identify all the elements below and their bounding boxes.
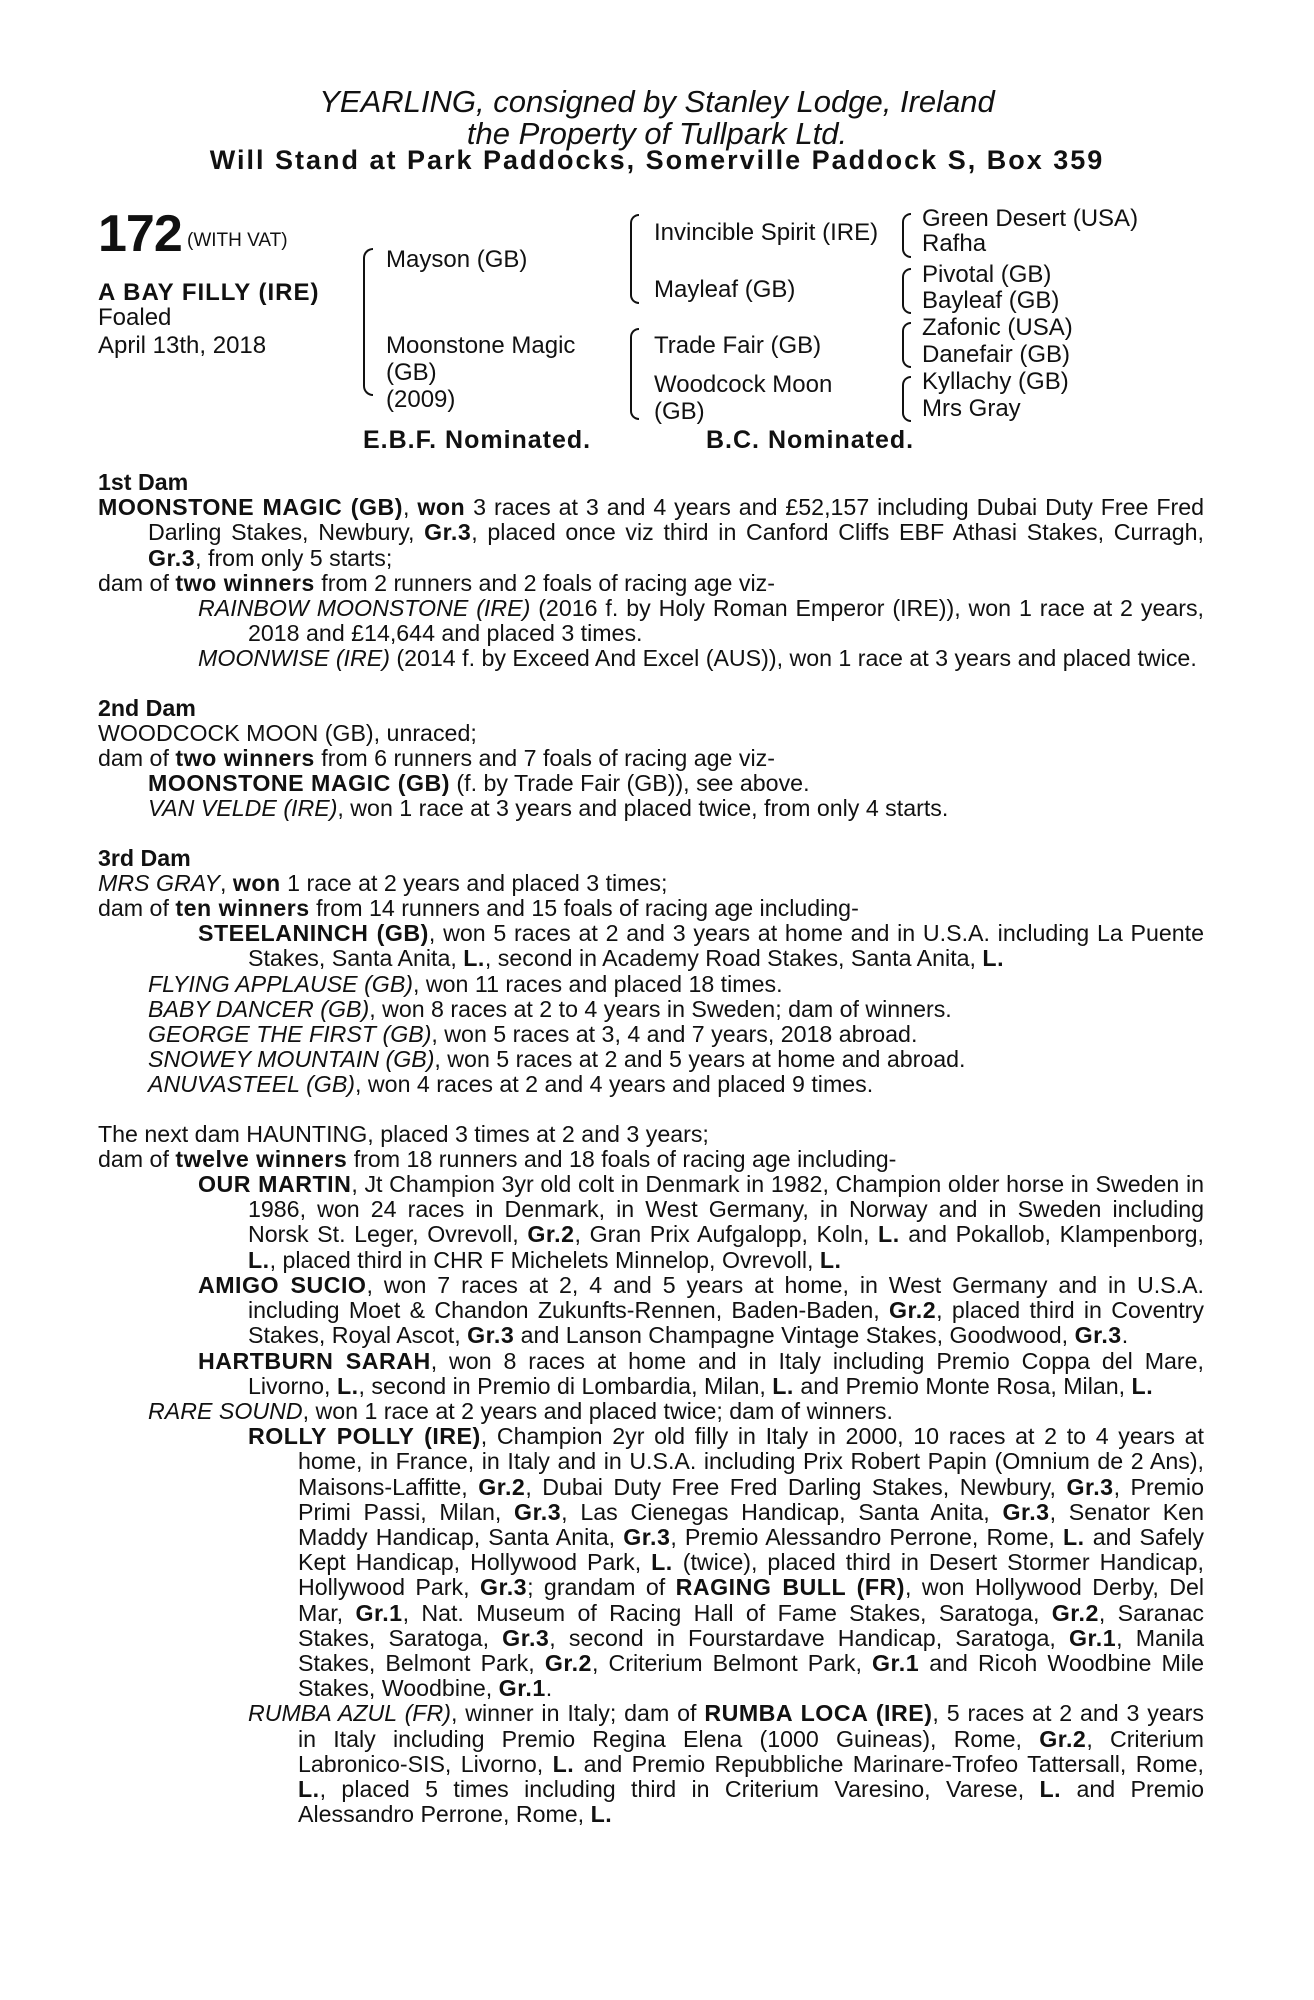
next-dam-record: The next dam HAUNTING, placed 3 times at 2 and 3 years; xyxy=(98,1120,709,1147)
foaled-date: April 13th, 2018 xyxy=(98,332,267,359)
produce-entry xyxy=(98,1399,1204,1424)
dam-sire: Trade Fair (GB) xyxy=(654,332,822,359)
won-label: won xyxy=(232,869,281,896)
text: , Premio Alessandro Perrone, Rome, xyxy=(670,1523,1063,1550)
grade: L. xyxy=(552,1750,575,1777)
text: and Pokallob, Klampenborg, xyxy=(899,1221,1204,1248)
pedigree-bracket-dam-line xyxy=(630,328,639,420)
text: 3 races at 3 and 4 years and £52,157 including Dubai Duty Free Fred Darling Stakes, Newbury, xyxy=(148,494,1205,546)
dam-name: MRS GRAY xyxy=(98,869,220,896)
produce-name: RUMBA AZUL (FR) xyxy=(248,1700,451,1727)
text: (2016 f. by Holy Roman Emperor (IRE)), won 1 race at 2 years, 2018 and £14,644 and placed 3 times. xyxy=(248,595,1205,647)
gen3-2: Rafha xyxy=(922,230,987,257)
text: (twice), placed third in Desert Stormer Handicap, Hollywood Park, xyxy=(298,1549,1204,1601)
text: . xyxy=(545,1675,553,1702)
text: 1 race at 2 years and placed 3 times; xyxy=(280,869,668,896)
grade: L. xyxy=(982,945,1005,972)
produce-entry xyxy=(98,1047,1204,1072)
first-dam-record xyxy=(98,495,1204,571)
sire-sire: Invincible Spirit (IRE) xyxy=(654,219,879,246)
text: , Premio Primi Passi, Milan, xyxy=(298,1473,1204,1525)
gen3-8: Mrs Gray xyxy=(922,395,1021,422)
dam-dam-line2: (GB) xyxy=(654,398,705,425)
text: , Las Cienegas Handicap, Santa Anita, xyxy=(561,1498,1003,1525)
produce-name: ANUVASTEEL (GB) xyxy=(148,1071,356,1098)
produce-name: FLYING APPLAUSE (GB) xyxy=(148,970,414,997)
produce-name: RAINBOW MOONSTONE (IRE) xyxy=(198,595,531,622)
produce-entry xyxy=(98,596,1204,646)
text: , from only 5 starts; xyxy=(195,544,393,571)
text: (2014 f. by Exceed And Excel (AUS)), won 1 race at 3 years and placed twice. xyxy=(389,645,1197,672)
grade: L. xyxy=(1039,1775,1062,1802)
produce-name: RARE SOUND xyxy=(148,1397,303,1424)
text: . xyxy=(1121,1322,1129,1349)
grade: L. xyxy=(651,1549,673,1576)
winners-count: two winners xyxy=(175,745,315,772)
text: , Criterium Belmont Park, xyxy=(591,1649,872,1676)
text: , won 5 races at 2 and 3 years at home and in U.S.A. including La Puente Stakes, Santa Anita, xyxy=(248,920,1205,972)
ebf-nominated: E.B.F. Nominated. xyxy=(363,426,592,454)
produce-name: MOONSTONE MAGIC (GB) xyxy=(148,770,450,797)
text: from 2 runners and 2 foals of racing age viz- xyxy=(314,569,775,596)
sire-name: Mayson (GB) xyxy=(386,246,528,273)
produce-entry xyxy=(98,1022,1204,1047)
text: , won 4 races at 2 and 4 years and placed 9 times. xyxy=(355,1071,874,1098)
produce-name: STEELANINCH (GB) xyxy=(198,920,429,947)
dam-name-line1: Moonstone Magic xyxy=(386,332,576,359)
grade: Gr.1 xyxy=(498,1675,546,1702)
grade: L. xyxy=(463,945,485,972)
text: and Ricoh Woodbine Mile Stakes, Woodbine, xyxy=(298,1649,1204,1702)
produce-name: VAN VELDE (IRE) xyxy=(148,795,338,822)
pedigree-notes xyxy=(98,470,1204,1827)
dam-name-line2: (GB) xyxy=(386,359,437,386)
dam-dam-line1: Woodcock Moon xyxy=(654,371,833,398)
grade: L. xyxy=(819,1246,842,1273)
text: , won 1 race at 3 years and placed twice, from only 4 starts. xyxy=(337,795,949,822)
text: , 5 races at 2 and 3 years in Italy including Premio Regina Elena (1000 Guineas), Rome, xyxy=(298,1700,1205,1752)
grade: Gr.3 xyxy=(502,1624,550,1651)
pedigree-bracket-3a xyxy=(902,213,911,258)
won-label: won xyxy=(417,494,466,521)
vat-note: (WITH VAT) xyxy=(187,230,288,251)
horse-name: A BAY FILLY (IRE) xyxy=(98,279,320,306)
grade: Gr.2 xyxy=(889,1297,937,1324)
text: , second in Premio di Lombardia, Milan, xyxy=(358,1372,773,1399)
grade: Gr.1 xyxy=(355,1599,403,1626)
grade: Gr.3 xyxy=(1074,1322,1122,1349)
grade: Gr.3 xyxy=(623,1523,671,1550)
gen3-3: Pivotal (GB) xyxy=(922,261,1052,288)
text: dam of xyxy=(98,745,176,772)
text: and Premio Repubbliche Marinare-Trofeo Tattersall, Rome, xyxy=(574,1750,1204,1777)
gen3-4: Bayleaf (GB) xyxy=(922,287,1060,314)
grade: Gr.1 xyxy=(1068,1624,1117,1651)
produce-entry xyxy=(98,1349,1204,1399)
dam-name: MOONSTONE MAGIC (GB) xyxy=(98,494,403,521)
produce-entry xyxy=(98,972,1204,997)
first-dam-produce-summary xyxy=(98,571,1204,596)
grade: L. xyxy=(1062,1523,1085,1550)
produce-entry xyxy=(98,1072,1204,1097)
produce-name: AMIGO SUCIO xyxy=(198,1271,367,1298)
grade: Gr.3 xyxy=(1002,1498,1050,1525)
sire-dam: Mayleaf (GB) xyxy=(654,276,796,303)
third-dam-produce-summary xyxy=(98,896,1204,921)
property-line: the Property of Tullpark Ltd. xyxy=(466,116,848,151)
text: , Nat. Museum of Racing Hall of Fame Stakes, Saratoga, xyxy=(402,1599,1052,1626)
grade: L. xyxy=(336,1372,359,1399)
grade: L. xyxy=(1131,1372,1154,1399)
produce-entry xyxy=(98,997,1204,1022)
text: dam of xyxy=(98,1145,176,1172)
grade: Gr.3 xyxy=(479,1574,528,1601)
produce-name: SNOWEY MOUNTAIN (GB) xyxy=(148,1046,435,1073)
text: , won 7 races at 2, 4 and 5 years at home, in West Germany and in U.S.A. including Moet & Chandon Zukunfts-Rennen, Baden-Baden, xyxy=(248,1271,1205,1324)
grade: Gr.3 xyxy=(424,519,472,546)
produce-name: ROLLY POLLY (IRE) xyxy=(248,1423,481,1450)
gen3-7: Kyllachy (GB) xyxy=(922,368,1069,395)
winners-count: ten winners xyxy=(175,895,310,922)
text: , Dubai Duty Free Fred Darling Stakes, Newbury, xyxy=(525,1473,1067,1500)
text: from 14 runners and 15 foals of racing age including- xyxy=(309,895,859,922)
text: , placed once viz third in Canford Cliffs EBF Athasi Stakes, Curragh, xyxy=(471,519,1204,546)
grade: Gr.2 xyxy=(478,1473,526,1500)
gen3-1: Green Desert (USA) xyxy=(922,205,1139,232)
produce-name: BABY DANCER (GB) xyxy=(148,995,370,1022)
bc-nominated: B.C. Nominated. xyxy=(706,426,915,454)
grandprogeny-name: RAGING BULL (FR) xyxy=(675,1574,905,1601)
grade: L. xyxy=(248,1246,270,1273)
text: , won 5 races at 3, 4 and 7 years, 2018 abroad. xyxy=(431,1021,918,1048)
text: (f. by Trade Fair (GB)), see above. xyxy=(449,770,810,797)
text: , Jt Champion 3yr old colt in Denmark in 1982, Champion older horse in Sweden in 1986, won 24 races in Denmark, in West Germany, in Norway and in Sweden including Norsk St. Leger, Ovrevoll, xyxy=(248,1171,1204,1248)
text: dam of xyxy=(98,569,176,596)
text: , won 1 race at 2 years and placed twice; dam of winners. xyxy=(302,1397,893,1424)
text: , won 5 races at 2 and 5 years at home and abroad. xyxy=(434,1046,966,1073)
gen3-5: Zafonic (USA) xyxy=(922,314,1073,341)
produce-entry xyxy=(98,921,1204,971)
grade: L. xyxy=(878,1221,900,1248)
produce-entry xyxy=(98,1424,1204,1701)
text: and Premio Monte Rosa, Milan, xyxy=(793,1372,1132,1399)
text: , xyxy=(219,869,233,896)
pedigree-bracket-gen1 xyxy=(363,248,373,396)
text: and Safely Kept Handicap, Hollywood Park, xyxy=(298,1523,1204,1576)
text: and Lanson Champagne Vintage Stakes, Goodwood, xyxy=(514,1322,1075,1349)
text: , placed 5 times including third in Criterium Varesino, Varese, xyxy=(319,1775,1040,1802)
text: dam of xyxy=(98,895,176,922)
text: , Gran Prix Aufgalopp, Koln, xyxy=(574,1221,879,1248)
text: , placed third in Coventry Stakes, Royal Ascot, xyxy=(248,1297,1205,1349)
text: , xyxy=(402,494,418,521)
text: , won 8 races at 2 to 4 years in Sweden; dam of winners. xyxy=(369,995,952,1022)
winners-count: two winners xyxy=(175,569,315,596)
produce-entry xyxy=(98,771,1204,796)
location-line: Will Stand at Park Paddocks, Somerville Paddock S, Box 359 xyxy=(209,145,1105,175)
grade: Gr.3 xyxy=(514,1498,562,1525)
grade: Gr.1 xyxy=(872,1649,920,1676)
text: , won 8 races at home and in Italy including Premio Coppa del Mare, Livorno, xyxy=(248,1347,1204,1399)
grade: Gr.3 xyxy=(467,1322,515,1349)
consignor-line: YEARLING, consigned by Stanley Lodge, Ireland xyxy=(319,84,995,119)
third-dam-title: 3rd Dam xyxy=(98,844,191,871)
produce-entry xyxy=(98,646,1204,671)
produce-name: GEORGE THE FIRST (GB) xyxy=(148,1021,432,1048)
pedigree-bracket-3c xyxy=(902,322,911,368)
text: , Saranac Stakes, Saratoga, xyxy=(298,1599,1204,1651)
produce-name: OUR MARTIN xyxy=(198,1171,352,1198)
produce-name: HARTBURN SARAH xyxy=(198,1347,431,1374)
text: and Premio Alessandro Perrone, Rome, xyxy=(298,1775,1204,1828)
grade: Gr.3 xyxy=(1066,1473,1114,1500)
grade: Gr.2 xyxy=(1051,1599,1099,1626)
lot-number: 172 xyxy=(98,205,182,263)
grade: L. xyxy=(298,1775,320,1802)
text: , Champion 2yr old filly in Italy in 2000, 10 races at 2 to 4 years at home, in France, in Italy and in U.S.A. including Prix Robert Papin (Omnium de 2 Ans), Maisons-Laffitte, xyxy=(298,1423,1204,1500)
produce-entry xyxy=(98,1172,1204,1273)
grade: Gr.2 xyxy=(527,1221,575,1248)
text: , winner in Italy; dam of xyxy=(450,1700,705,1727)
produce-entry xyxy=(98,1701,1204,1827)
foaled-label: Foaled xyxy=(98,304,172,331)
next-dam-produce-summary xyxy=(98,1147,1204,1172)
first-dam-title: 1st Dam xyxy=(98,469,189,495)
text: , Manila Stakes, Belmont Park, xyxy=(298,1624,1204,1676)
text: ; grandam of xyxy=(527,1574,676,1601)
produce-entry xyxy=(98,796,1204,821)
produce-entry xyxy=(98,1273,1204,1349)
pedigree-bracket-3b xyxy=(902,268,911,314)
second-dam-record: WOODCOCK MOON (GB), unraced; xyxy=(98,719,477,746)
second-dam-produce-summary xyxy=(98,746,1204,771)
text: from 6 runners and 7 foals of racing age viz- xyxy=(314,745,775,772)
pedigree-bracket-sire-line xyxy=(630,214,639,304)
third-dam-record xyxy=(98,871,1204,896)
grade: Gr.3 xyxy=(148,544,196,571)
dam-year: (2009) xyxy=(386,386,456,413)
grade: Gr.2 xyxy=(1039,1725,1087,1752)
winners-count: twelve winners xyxy=(175,1145,348,1172)
grade: Gr.2 xyxy=(544,1649,592,1676)
grade: L. xyxy=(590,1801,613,1828)
pedigree-bracket-3d xyxy=(902,376,911,422)
text: , placed third in CHR F Michelets Minnelop, Ovrevoll, xyxy=(269,1246,820,1273)
text: , Senator Ken Maddy Handicap, Santa Anita, xyxy=(298,1498,1204,1550)
text: , second in Fourstardave Handicap, Saratoga, xyxy=(549,1624,1069,1651)
grade: L. xyxy=(772,1372,794,1399)
text: from 18 runners and 18 foals of racing age including- xyxy=(347,1145,897,1172)
produce-name: MOONWISE (IRE) xyxy=(198,645,390,672)
text: , won 11 races and placed 18 times. xyxy=(413,970,783,997)
text: , Criterium Labronico-SIS, Livorno, xyxy=(298,1725,1204,1777)
second-dam-title: 2nd Dam xyxy=(98,694,196,721)
text: , won Hollywood Derby, Del Mar, xyxy=(298,1574,1205,1626)
gen3-6: Danefair (GB) xyxy=(922,341,1071,368)
text: , second in Academy Road Stakes, Santa Anita, xyxy=(484,945,983,972)
grandprogeny-name: RUMBA LOCA (IRE) xyxy=(704,1700,933,1727)
